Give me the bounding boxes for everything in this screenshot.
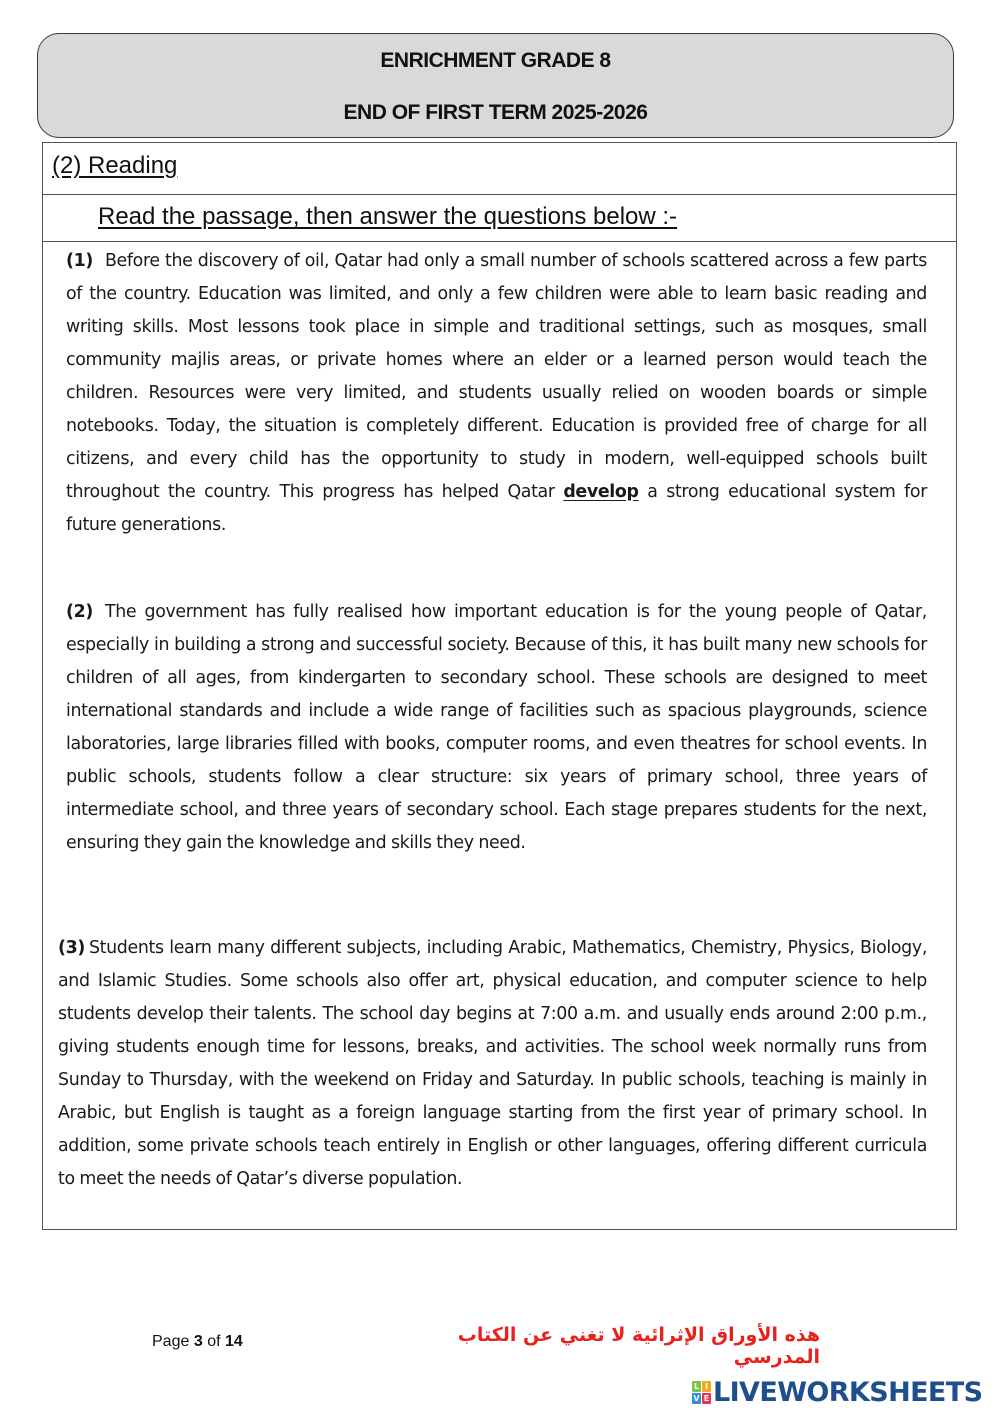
page-prefix: Page xyxy=(152,1333,190,1350)
header-title: ENRICHMENT GRADE 8 xyxy=(380,49,611,72)
worksheet-header xyxy=(37,33,954,138)
page-current: 3 xyxy=(193,1333,203,1350)
paragraph-1 xyxy=(66,245,927,542)
instruction-row xyxy=(42,194,957,242)
logo-letter: I xyxy=(702,1381,711,1392)
paragraph-number: (2) xyxy=(66,602,93,622)
logo-letter: V xyxy=(693,1393,700,1403)
paragraph-number: (1) xyxy=(66,251,93,271)
paragraph-text: Students learn many different subjects, including Arabic, Mathematics, Chemistry, Physics, Biology, and Islamic Studies. Some schools also offer art, physical education, and computer science to help students develop their talents. The school day begins at 7:00 a.m. and usually ends around 2:00 p.m., giving students enough time for lessons, breaks, and activities. The school week normally runs from Sunday to Thursday, with the weekend on Friday and Saturday. In public schools, teaching is mainly in Arabic, but English is taught as a foreign language starting from the first year of primary school. In addition, some private schools teach entirely in English or other languages, offering different curricula to meet the needs of Qatar’s diverse population. xyxy=(58,938,927,1189)
reading-passage xyxy=(42,241,957,1230)
live-logo-icon xyxy=(692,1381,711,1404)
page-number xyxy=(152,1333,243,1351)
instruction-text: Read the passage, then answer the questions below :- xyxy=(98,203,678,230)
paragraph-text: Before the discovery of oil, Qatar had only a small number of schools scattered across a few parts of the country. Education was limited, and only a few children were able to learn basic reading and writing skills. Most lessons took place in simple and traditional settings, such as mosques, small community majlis areas, or private homes where an elder or a learned person would teach the children. Resources were very limited, and students usually relied on wooden boards or simple notebooks. Today, the situation is completely different. Education is provided free of charge for all citizens, and every child has the opportunity to study in modern, well-equipped schools built throughout the country. This progress has helped Qatar xyxy=(66,251,927,502)
paragraph-2 xyxy=(66,596,927,860)
page-of: of xyxy=(207,1333,221,1350)
paragraph-text-end: a strong educational system for future generations. xyxy=(66,482,928,535)
section-title-row xyxy=(42,142,957,195)
paragraph-text: The government has fully realised how important education is for the young people of Qatar, especially in building a strong and successful society. Because of this, it has built many new schools for children of all ages, from kindergarten to secondary school. These schools are designed to meet international standards and include a wide range of facilities such as spacious playgrounds, science laboratories, large libraries filled with books, computer rooms, and even theatres for school events. In public schools, students follow a clear structure: six years of primary school, three years of intermediate school, and three years of secondary school. Each stage prepares students for the next, ensuring they gain the knowledge and skills they need. xyxy=(66,602,927,853)
liveworksheets-brand[interactable] xyxy=(692,1376,982,1408)
highlighted-keyword: develop xyxy=(563,482,639,502)
logo-letter: L xyxy=(693,1381,700,1391)
brand-name: LIVEWORKSHEETS xyxy=(713,1376,983,1408)
page-total: 14 xyxy=(224,1333,243,1350)
section-title: (2) Reading xyxy=(52,152,178,179)
paragraph-number: (3) xyxy=(58,938,85,958)
logo-letter: E xyxy=(703,1393,710,1403)
paragraph-3 xyxy=(58,932,927,1196)
header-subtitle: END OF FIRST TERM 2025-2026 xyxy=(343,101,648,124)
arabic-disclaimer: هذه الأوراق الإثرائية لا تغني عن الكتاب المدرسي xyxy=(457,1324,820,1368)
